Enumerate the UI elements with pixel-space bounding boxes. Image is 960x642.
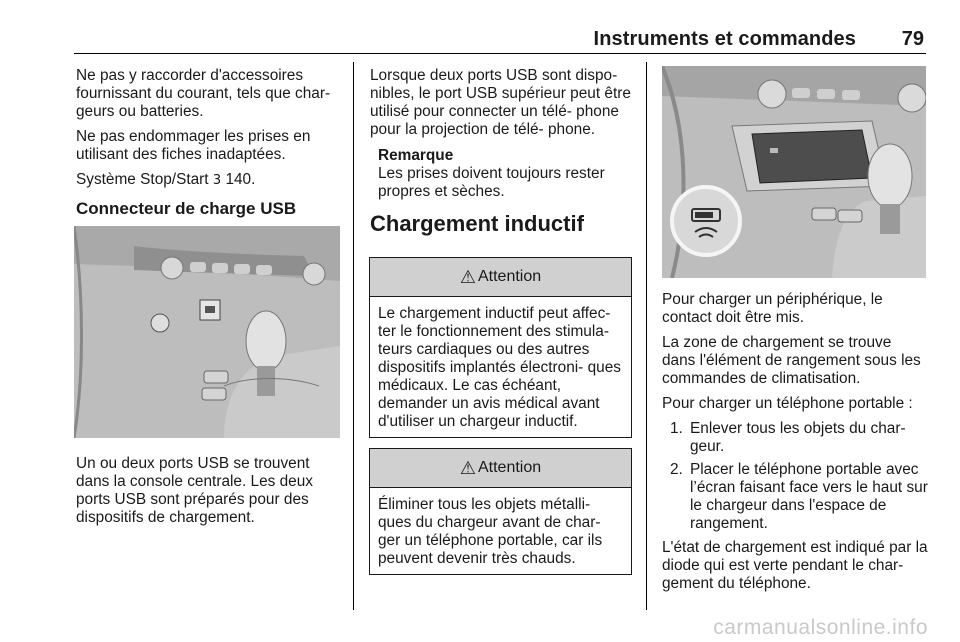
section-heading: Chargement inductif bbox=[370, 211, 584, 236]
warning-header bbox=[370, 449, 631, 488]
cross-reference bbox=[76, 171, 342, 190]
column-2 bbox=[370, 67, 632, 245]
paragraph: L'état de chargement est indiqué par la diode qui est verte pendant le char- gement du téléphone. bbox=[662, 539, 928, 592]
column-3 bbox=[662, 291, 928, 600]
warning-text: Le chargement inductif peut affec- ter le fonctionnement des stimula- teurs cardiaques ou des autres dispositifs implantés électroni- ques médicaux. Le cas échéant, demander un avis médical avant d'utiliser un chargeur inductif. bbox=[378, 305, 621, 430]
warning-title: Attention bbox=[477, 459, 542, 476]
remark-text: Les prises doivent toujours rester propres et sèches. bbox=[378, 165, 605, 200]
warning-triangle-icon: ⚠ bbox=[459, 266, 476, 287]
warning-triangle-icon: ⚠ bbox=[459, 457, 476, 478]
reference-page: 140. bbox=[225, 171, 256, 188]
paragraph: Pour charger un téléphone portable : bbox=[662, 395, 913, 412]
column-divider-2 bbox=[646, 62, 647, 610]
paragraph: Ne pas y raccorder d'accessoires fournissant du courant, tels que char- geurs ou batteries. bbox=[76, 67, 331, 120]
usb-console-illustration bbox=[74, 226, 340, 438]
page-ref-arrow-icon: 3 bbox=[212, 173, 222, 188]
warning-box-1 bbox=[369, 257, 632, 438]
inductive-charger-illustration bbox=[662, 66, 926, 278]
remark-box bbox=[370, 147, 632, 201]
paragraph: Lorsque deux ports USB sont dispo- nibles, le port USB supérieur peut être utilisé pour connecter un télé- phone pour la projection de télé- phone. bbox=[370, 67, 631, 138]
remark-label: Remarque bbox=[378, 147, 454, 164]
watermark: carmanualsonline.info bbox=[713, 616, 928, 639]
column-divider-1 bbox=[353, 62, 354, 610]
column-1-lower bbox=[76, 455, 342, 534]
warning-title: Attention bbox=[477, 268, 542, 285]
paragraph: Pour charger un périphérique, le contact doit être mis. bbox=[662, 291, 883, 326]
column-1 bbox=[76, 67, 342, 230]
steps-list bbox=[662, 420, 928, 533]
list-item: 2. Placer le téléphone portable avec l’écran faisant face vers le haut sur le chargeur dans l'espace de rangement. bbox=[670, 461, 928, 532]
warning-box-2 bbox=[369, 448, 632, 575]
page-number: 79 bbox=[901, 28, 924, 50]
section-title: Instruments et commandes bbox=[593, 28, 856, 50]
header-rule bbox=[74, 53, 926, 54]
paragraph: La zone de chargement se trouve dans l'élément de rangement sous les commandes de climatisation. bbox=[662, 334, 921, 387]
page-header bbox=[74, 28, 926, 50]
paragraph: Un ou deux ports USB se trouvent dans la console centrale. Les deux ports USB sont préparés pour des dispositifs de chargement. bbox=[76, 455, 313, 526]
section-heading: Connecteur de charge USB bbox=[76, 199, 297, 218]
warning-header bbox=[370, 258, 631, 297]
reference-text: Système Stop/Start bbox=[76, 171, 209, 188]
paragraph: Ne pas endommager les prises en utilisant des fiches inadaptées. bbox=[76, 128, 311, 163]
list-item: 1. Enlever tous les objets du char- geur. bbox=[670, 420, 906, 455]
warning-text: Éliminer tous les objets métalli- ques du chargeur avant de char- ger un téléphone portable, car ils peuvent devenir très chauds. bbox=[378, 496, 603, 567]
